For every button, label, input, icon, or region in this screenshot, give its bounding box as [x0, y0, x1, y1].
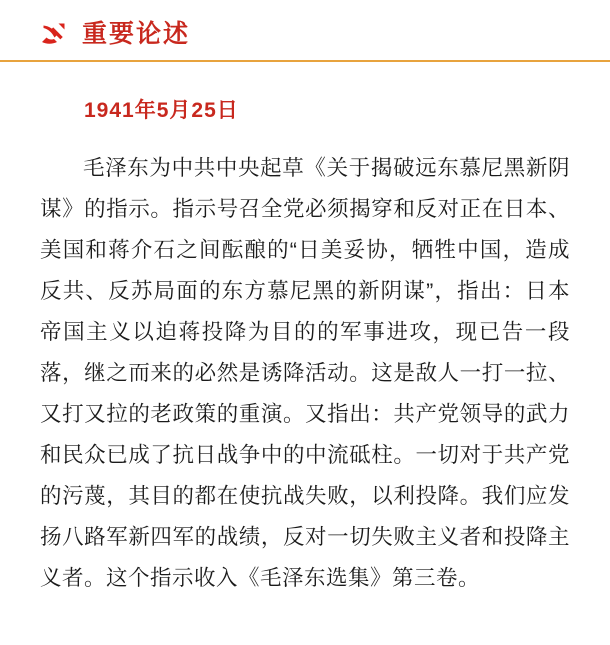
- page-title: 重要论述: [82, 20, 191, 48]
- hammer-and-sickle-icon: [36, 17, 70, 51]
- article-content: [0, 62, 610, 599]
- article-date: 1941年5月25日: [84, 99, 239, 122]
- article-body: 毛泽东为中共中央起草《关于揭破远东慕尼黑新阴谋》的指示。指示号召全党必须揭穿和反对正在日本、美国和蒋介石之间酝酿的“日美妥协，牺牲中国，造成反共、反苏局面的东方慕尼黑的新阴谋”，指出：日本帝国主义以迫蒋投降为目的的军事进攻，现已告一段落，继之而来的必然是诱降活动。这是敌人一打一拉、又打又拉的老政策的重演。又指出：共产党领导的武力和民众已成了抗日战争中的中流砥柱。一切对于共产党的污蔑，其目的都在使抗战失败，以利投降。我们应发扬八路军新四军的战绩，反对一切失败主义者和投降主义者。这个指示收入《毛泽东选集》第三卷。: [40, 156, 570, 590]
- article-header: [0, 0, 610, 52]
